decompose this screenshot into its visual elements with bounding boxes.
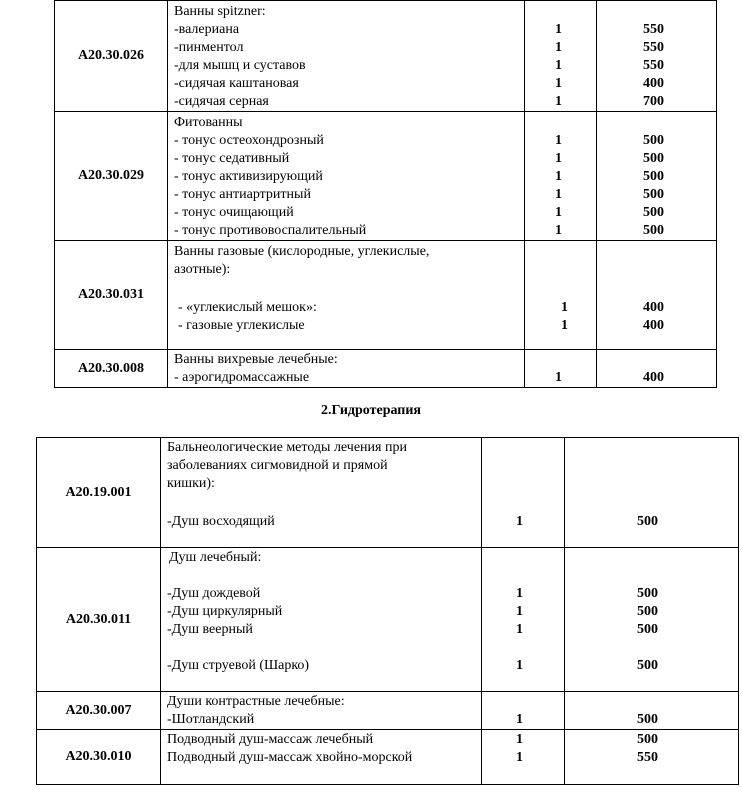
service-item: -Душ дождевой bbox=[167, 586, 261, 601]
price: 500 bbox=[637, 658, 658, 673]
price: 700 bbox=[643, 94, 664, 109]
quantity: 1 bbox=[516, 658, 523, 673]
quantity: 1 bbox=[516, 514, 523, 529]
service-item: - тонус очищающий bbox=[174, 205, 294, 220]
service-description bbox=[168, 1, 525, 112]
price: 500 bbox=[637, 514, 658, 529]
quantity: 1 bbox=[555, 169, 562, 184]
quantity: 1 bbox=[555, 151, 562, 166]
service-code: A20.30.031 bbox=[55, 241, 168, 350]
quantity-cell bbox=[525, 350, 597, 388]
quantity: 1 bbox=[555, 133, 562, 148]
service-code: A20.30.010 bbox=[37, 730, 161, 785]
quantity: 1 bbox=[516, 622, 523, 637]
service-code: A20.30.026 bbox=[55, 1, 168, 112]
service-item: - газовые углекислые bbox=[178, 318, 305, 333]
table-row bbox=[55, 241, 717, 350]
quantity: 1 bbox=[555, 205, 562, 220]
service-item: Подводный душ-массаж лечебный bbox=[167, 732, 374, 747]
service-group-title: кишки): bbox=[167, 476, 215, 491]
service-group-title: Ванны газовые (кислородные, углекислые, bbox=[174, 244, 430, 259]
price: 500 bbox=[643, 187, 664, 202]
price-cell bbox=[565, 548, 739, 692]
price: 550 bbox=[643, 40, 664, 55]
service-group-title: Ванны вихревые лечебные: bbox=[174, 352, 338, 367]
service-item: - «углекислый мешок»: bbox=[178, 300, 317, 315]
price: 400 bbox=[643, 76, 664, 91]
price: 550 bbox=[643, 58, 664, 73]
service-description bbox=[161, 438, 482, 548]
quantity: 1 bbox=[555, 22, 562, 37]
service-description bbox=[161, 548, 482, 692]
table-row bbox=[37, 730, 739, 785]
price: 550 bbox=[643, 22, 664, 37]
service-item: Подводный душ-массаж хвойно-морской bbox=[167, 750, 413, 765]
service-item: - тонус противовоспалительный bbox=[174, 223, 367, 238]
price: 500 bbox=[643, 169, 664, 184]
service-description bbox=[168, 350, 525, 388]
quantity: 1 bbox=[555, 370, 562, 385]
quantity-cell bbox=[525, 241, 597, 350]
price-cell bbox=[597, 1, 717, 112]
quantity: 1 bbox=[516, 586, 523, 601]
table-row bbox=[55, 1, 717, 112]
price: 500 bbox=[643, 133, 664, 148]
quantity-cell bbox=[482, 730, 565, 785]
service-group-title: Бальнеологические методы лечения при bbox=[167, 440, 407, 455]
service-code: A20.30.008 bbox=[55, 350, 168, 388]
table-row bbox=[55, 350, 717, 388]
price: 550 bbox=[637, 750, 658, 765]
section-title: 2.Гидротерапия bbox=[320, 403, 422, 418]
price-cell bbox=[597, 112, 717, 241]
service-item: - тонус седативный bbox=[174, 151, 290, 166]
quantity: 1 bbox=[555, 76, 562, 91]
service-item: - тонус активизирующий bbox=[174, 169, 323, 184]
service-item: -пинментол bbox=[174, 40, 244, 55]
quantity-cell bbox=[482, 548, 565, 692]
quantity: 1 bbox=[555, 94, 562, 109]
table-row bbox=[37, 548, 739, 692]
price: 500 bbox=[637, 586, 658, 601]
service-code: A20.19.001 bbox=[37, 438, 161, 548]
service-description bbox=[168, 112, 525, 241]
price: 500 bbox=[643, 223, 664, 238]
price: 500 bbox=[637, 732, 658, 747]
quantity-cell bbox=[482, 692, 565, 730]
service-item: -сидячая серная bbox=[174, 94, 269, 109]
service-group-title: заболеваниях сигмовидной и прямой bbox=[167, 458, 388, 473]
service-description bbox=[161, 692, 482, 730]
price-table-baths bbox=[54, 0, 717, 388]
quantity: 1 bbox=[516, 750, 523, 765]
price: 500 bbox=[643, 151, 664, 166]
price: 500 bbox=[637, 604, 658, 619]
price-cell bbox=[597, 241, 717, 350]
quantity: 1 bbox=[555, 40, 562, 55]
price: 400 bbox=[643, 370, 664, 385]
quantity: 1 bbox=[555, 187, 562, 202]
price-cell bbox=[565, 438, 739, 548]
service-code: A20.30.007 bbox=[37, 692, 161, 730]
service-group-title: азотные): bbox=[174, 262, 231, 277]
service-item: - аэрогидромассажные bbox=[174, 370, 310, 385]
service-item: -Шотландский bbox=[167, 712, 255, 727]
quantity: 1 bbox=[561, 318, 568, 333]
service-description bbox=[168, 241, 525, 350]
service-item: -Душ струевой (Шарко) bbox=[167, 658, 310, 673]
service-item: -Душ веерный bbox=[167, 622, 253, 637]
quantity: 1 bbox=[516, 732, 523, 747]
quantity: 1 bbox=[555, 58, 562, 73]
price: 400 bbox=[643, 318, 664, 333]
quantity: 1 bbox=[555, 223, 562, 238]
quantity-cell bbox=[482, 438, 565, 548]
quantity: 1 bbox=[516, 712, 523, 727]
quantity-cell bbox=[525, 1, 597, 112]
table-row bbox=[37, 692, 739, 730]
price-cell bbox=[597, 350, 717, 388]
service-description bbox=[161, 730, 482, 785]
price-cell bbox=[565, 730, 739, 785]
price: 500 bbox=[637, 622, 658, 637]
service-item: - тонус остеохондрозный bbox=[174, 133, 324, 148]
service-item: -Душ восходящий bbox=[167, 514, 275, 529]
service-item: -для мышц и суставов bbox=[174, 58, 306, 73]
price-table-hydrotherapy bbox=[36, 437, 739, 785]
quantity: 1 bbox=[516, 604, 523, 619]
table-row bbox=[37, 438, 739, 548]
service-group-title: Ванны spitzner: bbox=[174, 4, 266, 19]
service-group-title: Душ лечебный: bbox=[169, 550, 262, 565]
service-item: -сидячая каштановая bbox=[174, 76, 299, 91]
price: 500 bbox=[643, 205, 664, 220]
price: 400 bbox=[643, 300, 664, 315]
service-code: A20.30.011 bbox=[37, 548, 161, 692]
price: 500 bbox=[637, 712, 658, 727]
quantity: 1 bbox=[561, 300, 568, 315]
service-group-title: Души контрастные лечебные: bbox=[167, 694, 345, 709]
service-item: - тонус антиартритный bbox=[174, 187, 311, 202]
quantity-cell bbox=[525, 112, 597, 241]
table-row bbox=[55, 112, 717, 241]
service-item: -Душ циркулярный bbox=[167, 604, 283, 619]
service-item: -валериана bbox=[174, 22, 240, 37]
service-group-title: Фитованны bbox=[174, 115, 243, 130]
service-code: A20.30.029 bbox=[55, 112, 168, 241]
price-cell bbox=[565, 692, 739, 730]
